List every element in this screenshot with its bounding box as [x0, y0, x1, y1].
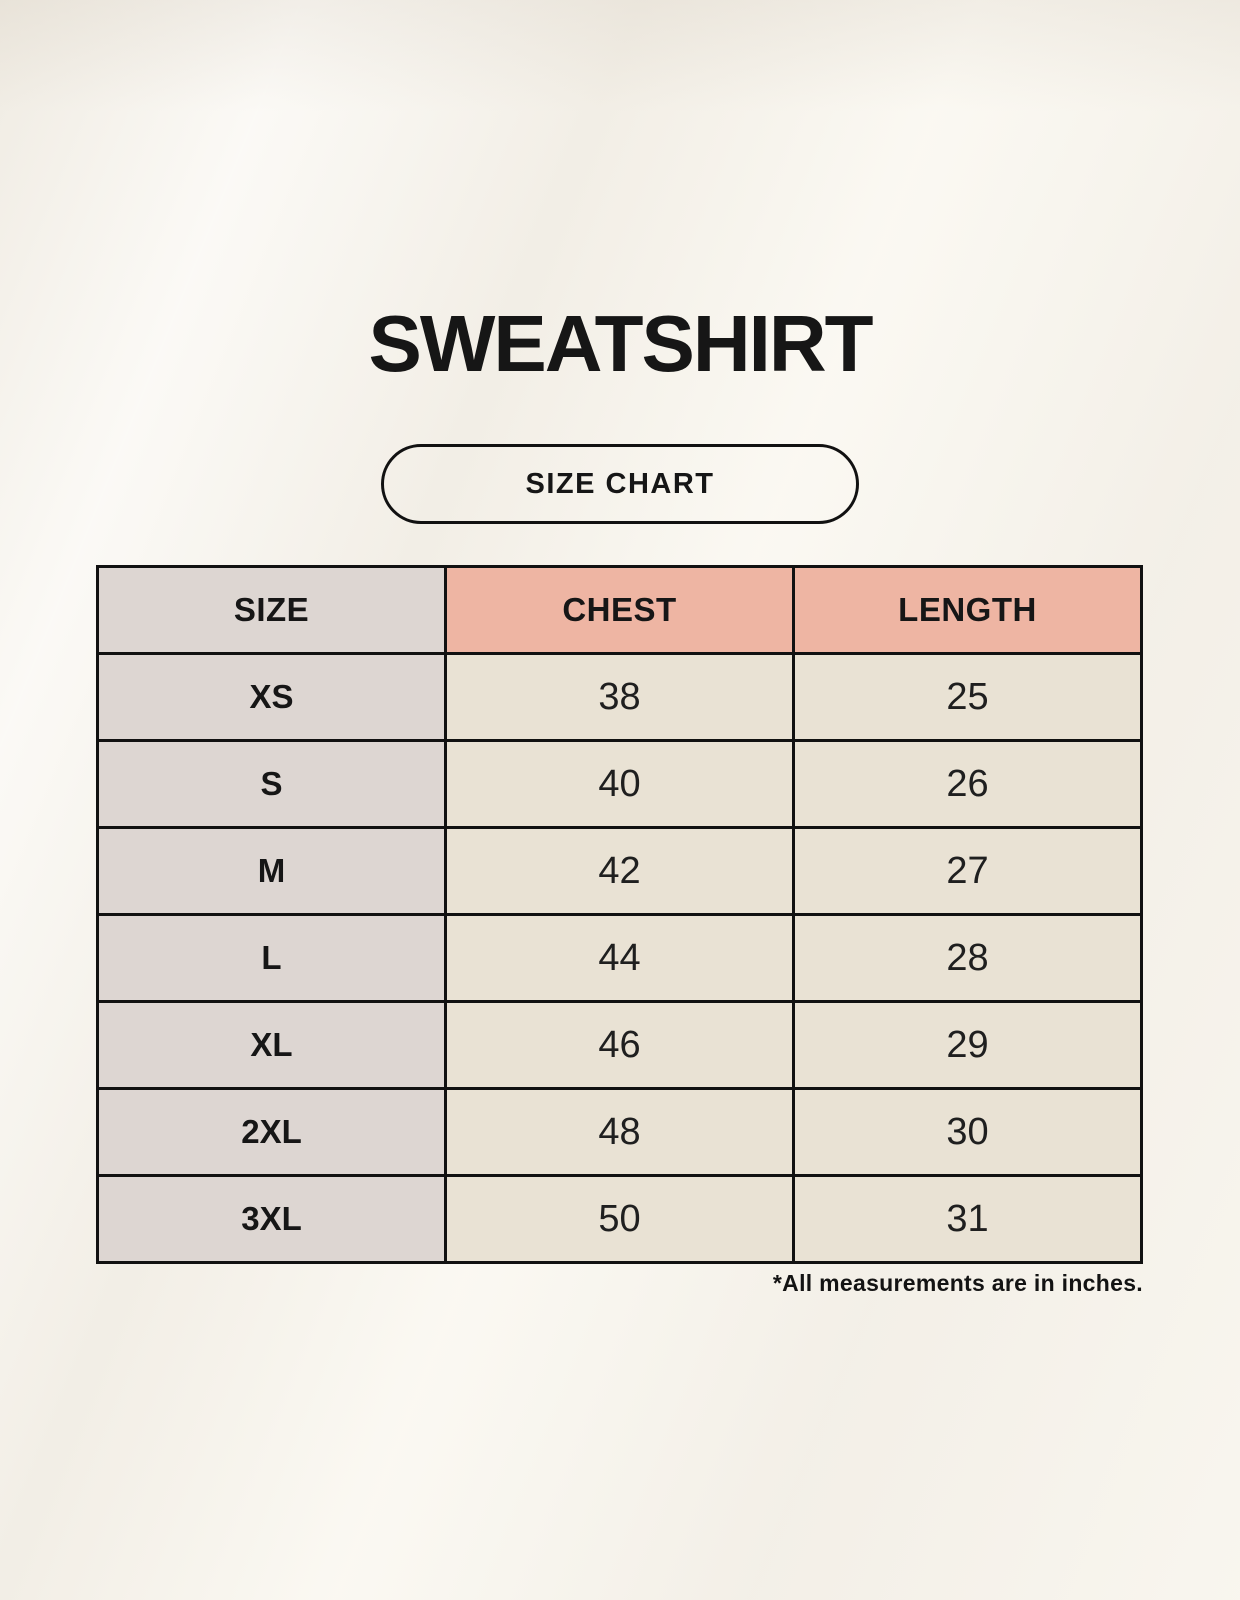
measurement-value-cell: 42 — [446, 828, 794, 915]
column-header-size: SIZE — [98, 567, 446, 654]
measurements-footnote: *All measurements are in inches. — [772, 1270, 1143, 1296]
measurement-value-cell: 38 — [446, 654, 794, 741]
table-row — [98, 915, 1142, 1002]
measurement-value-cell: 46 — [446, 1002, 794, 1089]
page-title: SWEATSHIRT — [368, 299, 872, 388]
size-chart-badge — [381, 444, 859, 524]
size-label-cell: 3XL — [98, 1176, 446, 1263]
measurement-value-cell: 25 — [794, 654, 1142, 741]
measurement-value-cell: 29 — [794, 1002, 1142, 1089]
size-label-cell: S — [98, 741, 446, 828]
table-row — [98, 1176, 1142, 1263]
size-label-cell: L — [98, 915, 446, 1002]
measurement-value-cell: 44 — [446, 915, 794, 1002]
measurement-value-cell: 40 — [446, 741, 794, 828]
measurement-value-cell: 31 — [794, 1176, 1142, 1263]
size-label-cell: 2XL — [98, 1089, 446, 1176]
column-header-chest: CHEST — [446, 567, 794, 654]
measurement-value-cell: 26 — [794, 741, 1142, 828]
measurement-value-cell: 28 — [794, 915, 1142, 1002]
measurement-value-cell: 50 — [446, 1176, 794, 1263]
measurement-value-cell: 30 — [794, 1089, 1142, 1176]
size-table — [96, 565, 1143, 1264]
measurement-value-cell: 27 — [794, 828, 1142, 915]
size-chart-badge-label: SIZE CHART — [525, 467, 715, 500]
table-row — [98, 654, 1142, 741]
table-row — [98, 828, 1142, 915]
measurement-value-cell: 48 — [446, 1089, 794, 1176]
size-label-cell: M — [98, 828, 446, 915]
table-row — [98, 1089, 1142, 1176]
table-row — [98, 1002, 1142, 1089]
size-label-cell: XS — [98, 654, 446, 741]
table-row — [98, 741, 1142, 828]
column-header-length: LENGTH — [794, 567, 1142, 654]
table-header-row — [98, 567, 1142, 654]
size-label-cell: XL — [98, 1002, 446, 1089]
table-body — [98, 654, 1142, 1263]
